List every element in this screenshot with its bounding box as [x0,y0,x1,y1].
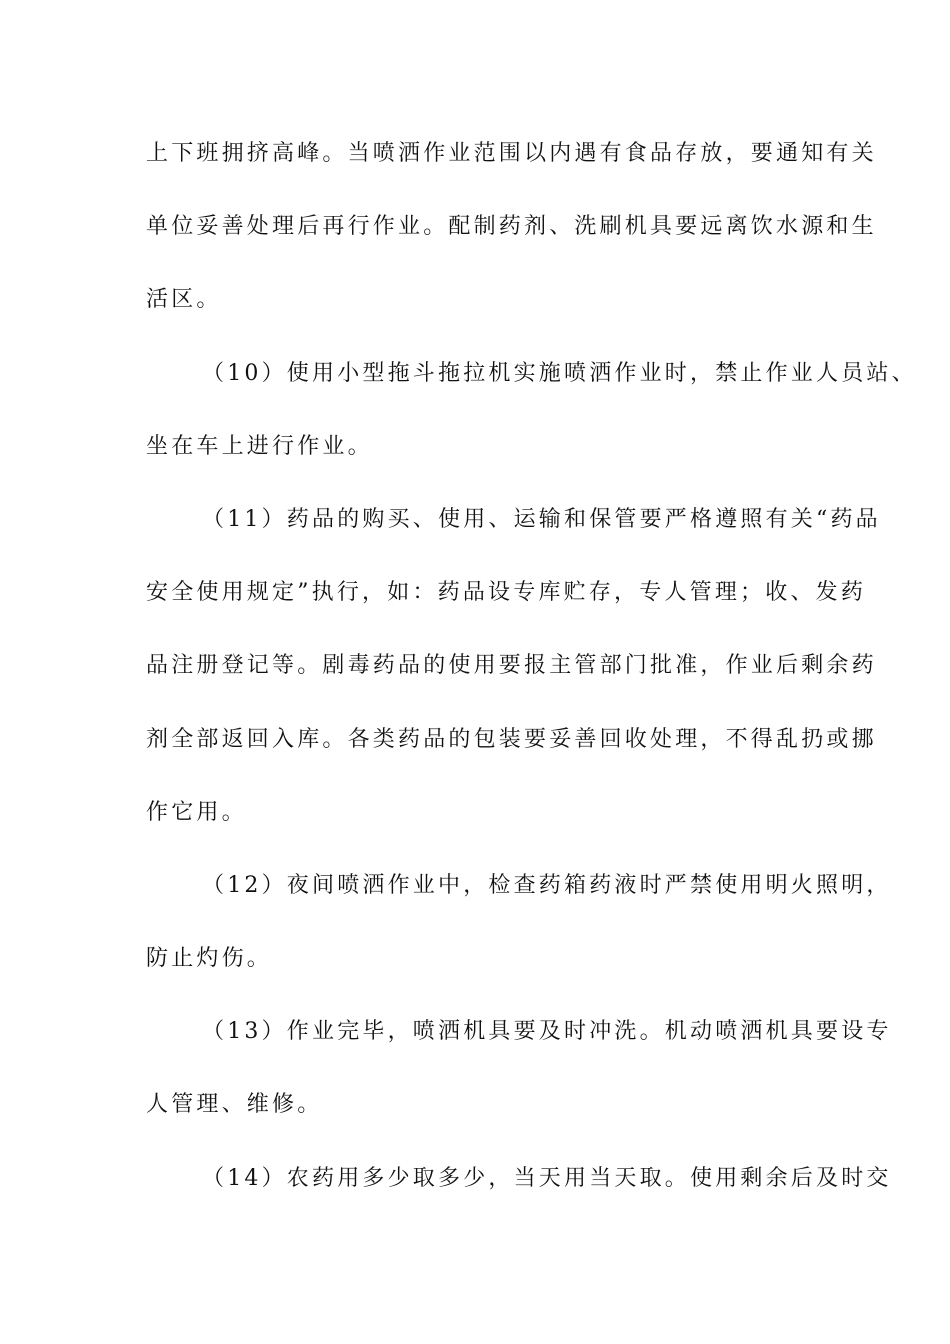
text-line: 上下班拥挤高峰。当喷洒作业范围以内遇有食品存放，要通知有关 [146,141,877,166]
text-line: 安全使用规定”执行，如：药品设专库贮存，专人管理；收、发药 [146,580,867,606]
text-line: 作它用。 [146,799,247,825]
paragraph-12-start: （12）夜间喷洒作业中，检查药箱药液时严禁使用明火照明， [202,872,892,898]
paragraph-14-start: （14）农药用多少取多少，当天用当天取。使用剩余后及时交 [202,1165,892,1191]
text-line: 活区。 [146,287,222,313]
text-line: 剂全部返回入库。各类药品的包装要妥善回收处理，不得乱扔或挪 [146,726,877,752]
text-line: 防止灼伤。 [146,946,273,972]
text-line: 品注册登记等。剧毒药品的使用要报主管部门批准，作业后剩余药 [146,653,877,679]
text-line: 单位妥善处理后再行作业。配制药剂、洗刷机具要远离饮水源和生 [146,214,877,240]
text-line: 人管理、维修。 [146,1092,323,1118]
body-text [146,134,917,1232]
text-line: 坐在车上进行作业。 [146,433,373,459]
paragraph-10-start: （10）使用小型拖斗拖拉机实施喷洒作业时，禁止作业人员站、 [202,360,917,386]
paragraph-13-start: （13）作业完毕，喷洒机具要及时冲洗。机动喷洒机具要设专 [202,1019,892,1045]
paragraph-11-start: （11）药品的购买、使用、运输和保管要严格遵照有关“药品 [202,506,881,532]
